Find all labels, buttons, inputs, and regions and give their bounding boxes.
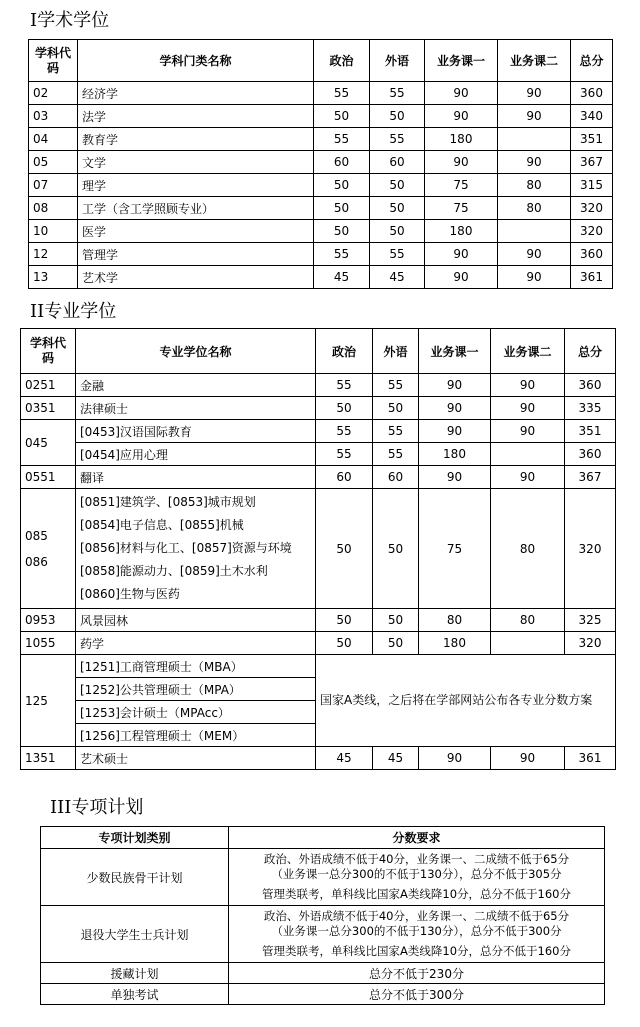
name-cell: 风景园林: [76, 609, 316, 632]
total-cell: 360: [571, 243, 613, 266]
politics-cell: 50: [314, 174, 370, 197]
politics-cell: 45: [314, 266, 370, 289]
table-row: [29, 197, 613, 220]
code-cell: 1055: [21, 632, 76, 655]
course1-cell: 90: [419, 374, 491, 397]
header-name: 专业学位名称: [76, 329, 316, 374]
course2-cell: 90: [498, 266, 571, 289]
course1-cell: 180: [419, 443, 491, 466]
code-cell: 04: [29, 128, 78, 151]
table-header-row: [29, 40, 613, 82]
course1-cell: 90: [419, 466, 491, 489]
table-row: [41, 849, 605, 906]
code-cell: [21, 489, 76, 609]
table-row: [29, 220, 613, 243]
code-cell: 0953: [21, 609, 76, 632]
code-cell: 13: [29, 266, 78, 289]
table-row: [29, 266, 613, 289]
politics-cell: 55: [314, 243, 370, 266]
course1-cell: 90: [425, 151, 498, 174]
table-row: [21, 655, 616, 678]
table-header-row: [21, 329, 616, 374]
language-cell: 60: [370, 151, 425, 174]
header-language: 外语: [370, 40, 425, 82]
category-cell: 单独考试: [41, 984, 229, 1005]
language-cell: 50: [373, 609, 419, 632]
code-cell: 045: [21, 420, 76, 466]
header-language: 外语: [373, 329, 419, 374]
politics-cell: 50: [316, 397, 373, 420]
section3-heading: III专项计划: [50, 797, 144, 818]
politics-cell: 55: [314, 128, 370, 151]
total-cell: 351: [571, 128, 613, 151]
course1-cell: 90: [419, 747, 491, 770]
total-cell: 360: [565, 374, 616, 397]
course2-cell: 90: [498, 105, 571, 128]
name-cell: [1253]会计硕士（MPAcc）: [76, 701, 316, 724]
total-cell: 320: [571, 197, 613, 220]
requirement-line: 管理类联考，单科线比国家A类线降10分，总分不低于160分: [262, 944, 571, 958]
course2-cell: 80: [491, 489, 565, 609]
requirement-cell: [229, 849, 605, 906]
category-cell: 退役大学生士兵计划: [41, 906, 229, 963]
header-code: 学科代码: [21, 329, 76, 374]
code-cell: 05: [29, 151, 78, 174]
requirement-line: （业务课一总分300的不低于130分），总分不低于300分: [271, 924, 562, 938]
header-code: 学科代码: [29, 40, 78, 82]
name-line: [0860]生物与医药: [80, 587, 180, 601]
name-cell: [1251]工商管理硕士（MBA）: [76, 655, 316, 678]
code-cell: 0251: [21, 374, 76, 397]
name-cell: 金融: [76, 374, 316, 397]
name-cell: 理学: [78, 174, 314, 197]
table-row: [21, 609, 616, 632]
name-cell: 教育学: [78, 128, 314, 151]
header-politics: 政治: [314, 40, 370, 82]
language-cell: 45: [370, 266, 425, 289]
language-cell: 50: [370, 197, 425, 220]
table-row: [21, 374, 616, 397]
table-row: [29, 243, 613, 266]
table-row: [21, 489, 616, 609]
total-cell: 367: [571, 151, 613, 174]
course1-cell: 80: [419, 609, 491, 632]
course2-cell: 90: [498, 243, 571, 266]
table-header-row: [41, 827, 605, 849]
total-cell: 361: [565, 747, 616, 770]
name-cell: 文学: [78, 151, 314, 174]
politics-cell: 50: [314, 197, 370, 220]
course2-cell: 90: [491, 747, 565, 770]
code-cell: 12: [29, 243, 78, 266]
category-cell: 少数民族骨干计划: [41, 849, 229, 906]
politics-cell: 60: [314, 151, 370, 174]
course2-cell: [498, 128, 571, 151]
total-cell: 360: [565, 443, 616, 466]
name-line: [0851]建筑学、[0853]城市规划: [80, 495, 256, 509]
course2-cell: 80: [498, 197, 571, 220]
language-cell: 50: [373, 489, 419, 609]
name-cell: [1252]公共管理硕士（MPA）: [76, 678, 316, 701]
table-row: [29, 82, 613, 105]
course2-cell: 90: [498, 82, 571, 105]
note-cell: 国家A类线，之后将在学部网站公布各专业分数方案: [316, 655, 616, 747]
politics-cell: 55: [314, 82, 370, 105]
politics-cell: 55: [316, 374, 373, 397]
language-cell: 55: [370, 82, 425, 105]
course1-cell: 180: [419, 632, 491, 655]
header-course2: 业务课二: [491, 329, 565, 374]
language-cell: 45: [373, 747, 419, 770]
course2-cell: 80: [491, 609, 565, 632]
code-line: 086: [25, 554, 48, 569]
total-cell: 360: [571, 82, 613, 105]
special-plan-table: [40, 826, 605, 1005]
politics-cell: 55: [316, 443, 373, 466]
name-line: [0854]电子信息、[0855]机械: [80, 518, 244, 532]
total-cell: 361: [571, 266, 613, 289]
table-row: [21, 420, 616, 443]
language-cell: 55: [373, 443, 419, 466]
name-cell: [0453]汉语国际教育: [76, 420, 316, 443]
header-requirement: 分数要求: [229, 827, 605, 849]
name-cell: 药学: [76, 632, 316, 655]
name-cell: 管理学: [78, 243, 314, 266]
requirement-cell: 总分不低于300分: [229, 984, 605, 1005]
name-cell: 经济学: [78, 82, 314, 105]
course1-cell: 90: [425, 82, 498, 105]
table-row: [29, 128, 613, 151]
language-cell: 50: [373, 632, 419, 655]
code-cell: 10: [29, 220, 78, 243]
table-row: [21, 443, 616, 466]
name-cell: 艺术硕士: [76, 747, 316, 770]
politics-cell: 55: [316, 420, 373, 443]
course1-cell: 90: [425, 105, 498, 128]
name-cell: [76, 489, 316, 609]
code-cell: 1351: [21, 747, 76, 770]
code-cell: 02: [29, 82, 78, 105]
politics-cell: 50: [316, 632, 373, 655]
requirement-line: 政治、外语成绩不低于40分，业务课一、二成绩不低于65分: [263, 852, 570, 866]
header-total: 总分: [565, 329, 616, 374]
course2-cell: 90: [491, 374, 565, 397]
section2-heading: II专业学位: [30, 301, 117, 322]
header-course1: 业务课一: [425, 40, 498, 82]
name-cell: 工学（含工学照顾专业）: [78, 197, 314, 220]
total-cell: 320: [565, 489, 616, 609]
header-name: 学科门类名称: [78, 40, 314, 82]
table-row: [41, 906, 605, 963]
politics-cell: 50: [316, 489, 373, 609]
course1-cell: 75: [419, 489, 491, 609]
total-cell: 340: [571, 105, 613, 128]
language-cell: 50: [370, 105, 425, 128]
table-row: [29, 105, 613, 128]
course1-cell: 90: [419, 397, 491, 420]
politics-cell: 60: [316, 466, 373, 489]
course1-cell: 180: [425, 220, 498, 243]
language-cell: 55: [373, 374, 419, 397]
code-cell: 08: [29, 197, 78, 220]
professional-degree-table: [20, 328, 616, 770]
course2-cell: 90: [491, 397, 565, 420]
total-cell: 367: [565, 466, 616, 489]
course1-cell: 180: [425, 128, 498, 151]
requirement-cell: 总分不低于230分: [229, 963, 605, 984]
header-total: 总分: [571, 40, 613, 82]
requirement-line: 政治、外语成绩不低于40分，业务课一、二成绩不低于65分: [263, 909, 570, 923]
name-cell: 翻译: [76, 466, 316, 489]
total-cell: 335: [565, 397, 616, 420]
name-line: [0858]能源动力、[0859]土木水利: [80, 564, 268, 578]
language-cell: 55: [370, 243, 425, 266]
code-cell: 0351: [21, 397, 76, 420]
table-row: [21, 466, 616, 489]
language-cell: 55: [373, 420, 419, 443]
language-cell: 50: [370, 174, 425, 197]
course1-cell: 90: [425, 266, 498, 289]
academic-degree-table: [28, 39, 613, 289]
total-cell: 351: [565, 420, 616, 443]
name-cell: [1256]工程管理硕士（MEM）: [76, 724, 316, 747]
category-cell: 援藏计划: [41, 963, 229, 984]
table-row: [29, 174, 613, 197]
language-cell: 55: [370, 128, 425, 151]
course1-cell: 90: [425, 243, 498, 266]
code-cell: 03: [29, 105, 78, 128]
politics-cell: 50: [314, 105, 370, 128]
header-politics: 政治: [316, 329, 373, 374]
code-cell: 07: [29, 174, 78, 197]
header-category: 专项计划类别: [41, 827, 229, 849]
course2-cell: [491, 632, 565, 655]
code-cell: 125: [21, 655, 76, 747]
course2-cell: 90: [491, 466, 565, 489]
total-cell: 320: [571, 220, 613, 243]
politics-cell: 45: [316, 747, 373, 770]
table-row: [21, 747, 616, 770]
name-cell: 医学: [78, 220, 314, 243]
language-cell: 50: [370, 220, 425, 243]
course2-cell: 90: [491, 420, 565, 443]
table-row: [29, 151, 613, 174]
table-row: [41, 963, 605, 984]
course2-cell: [498, 220, 571, 243]
requirement-line: 管理类联考，单科线比国家A类线降10分，总分不低于160分: [262, 887, 571, 901]
course1-cell: 90: [419, 420, 491, 443]
section1-heading: I学术学位: [30, 10, 110, 31]
name-cell: [0454]应用心理: [76, 443, 316, 466]
politics-cell: 50: [316, 609, 373, 632]
header-course1: 业务课一: [419, 329, 491, 374]
politics-cell: 50: [314, 220, 370, 243]
header-course2: 业务课二: [498, 40, 571, 82]
name-cell: 法律硕士: [76, 397, 316, 420]
course2-cell: 80: [498, 174, 571, 197]
name-cell: 法学: [78, 105, 314, 128]
table-row: [41, 984, 605, 1005]
total-cell: 325: [565, 609, 616, 632]
language-cell: 50: [373, 397, 419, 420]
course2-cell: [491, 443, 565, 466]
course2-cell: 90: [498, 151, 571, 174]
requirement-line: （业务课一总分300的不低于130分），总分不低于305分: [271, 867, 562, 881]
table-row: [21, 632, 616, 655]
total-cell: 320: [565, 632, 616, 655]
course1-cell: 75: [425, 197, 498, 220]
table-row: [21, 397, 616, 420]
name-cell: 艺术学: [78, 266, 314, 289]
requirement-cell: [229, 906, 605, 963]
name-line: [0856]材料与化工、[0857]资源与环境: [80, 541, 292, 555]
total-cell: 315: [571, 174, 613, 197]
language-cell: 60: [373, 466, 419, 489]
code-line: 085: [25, 528, 48, 543]
course1-cell: 75: [425, 174, 498, 197]
code-cell: 0551: [21, 466, 76, 489]
